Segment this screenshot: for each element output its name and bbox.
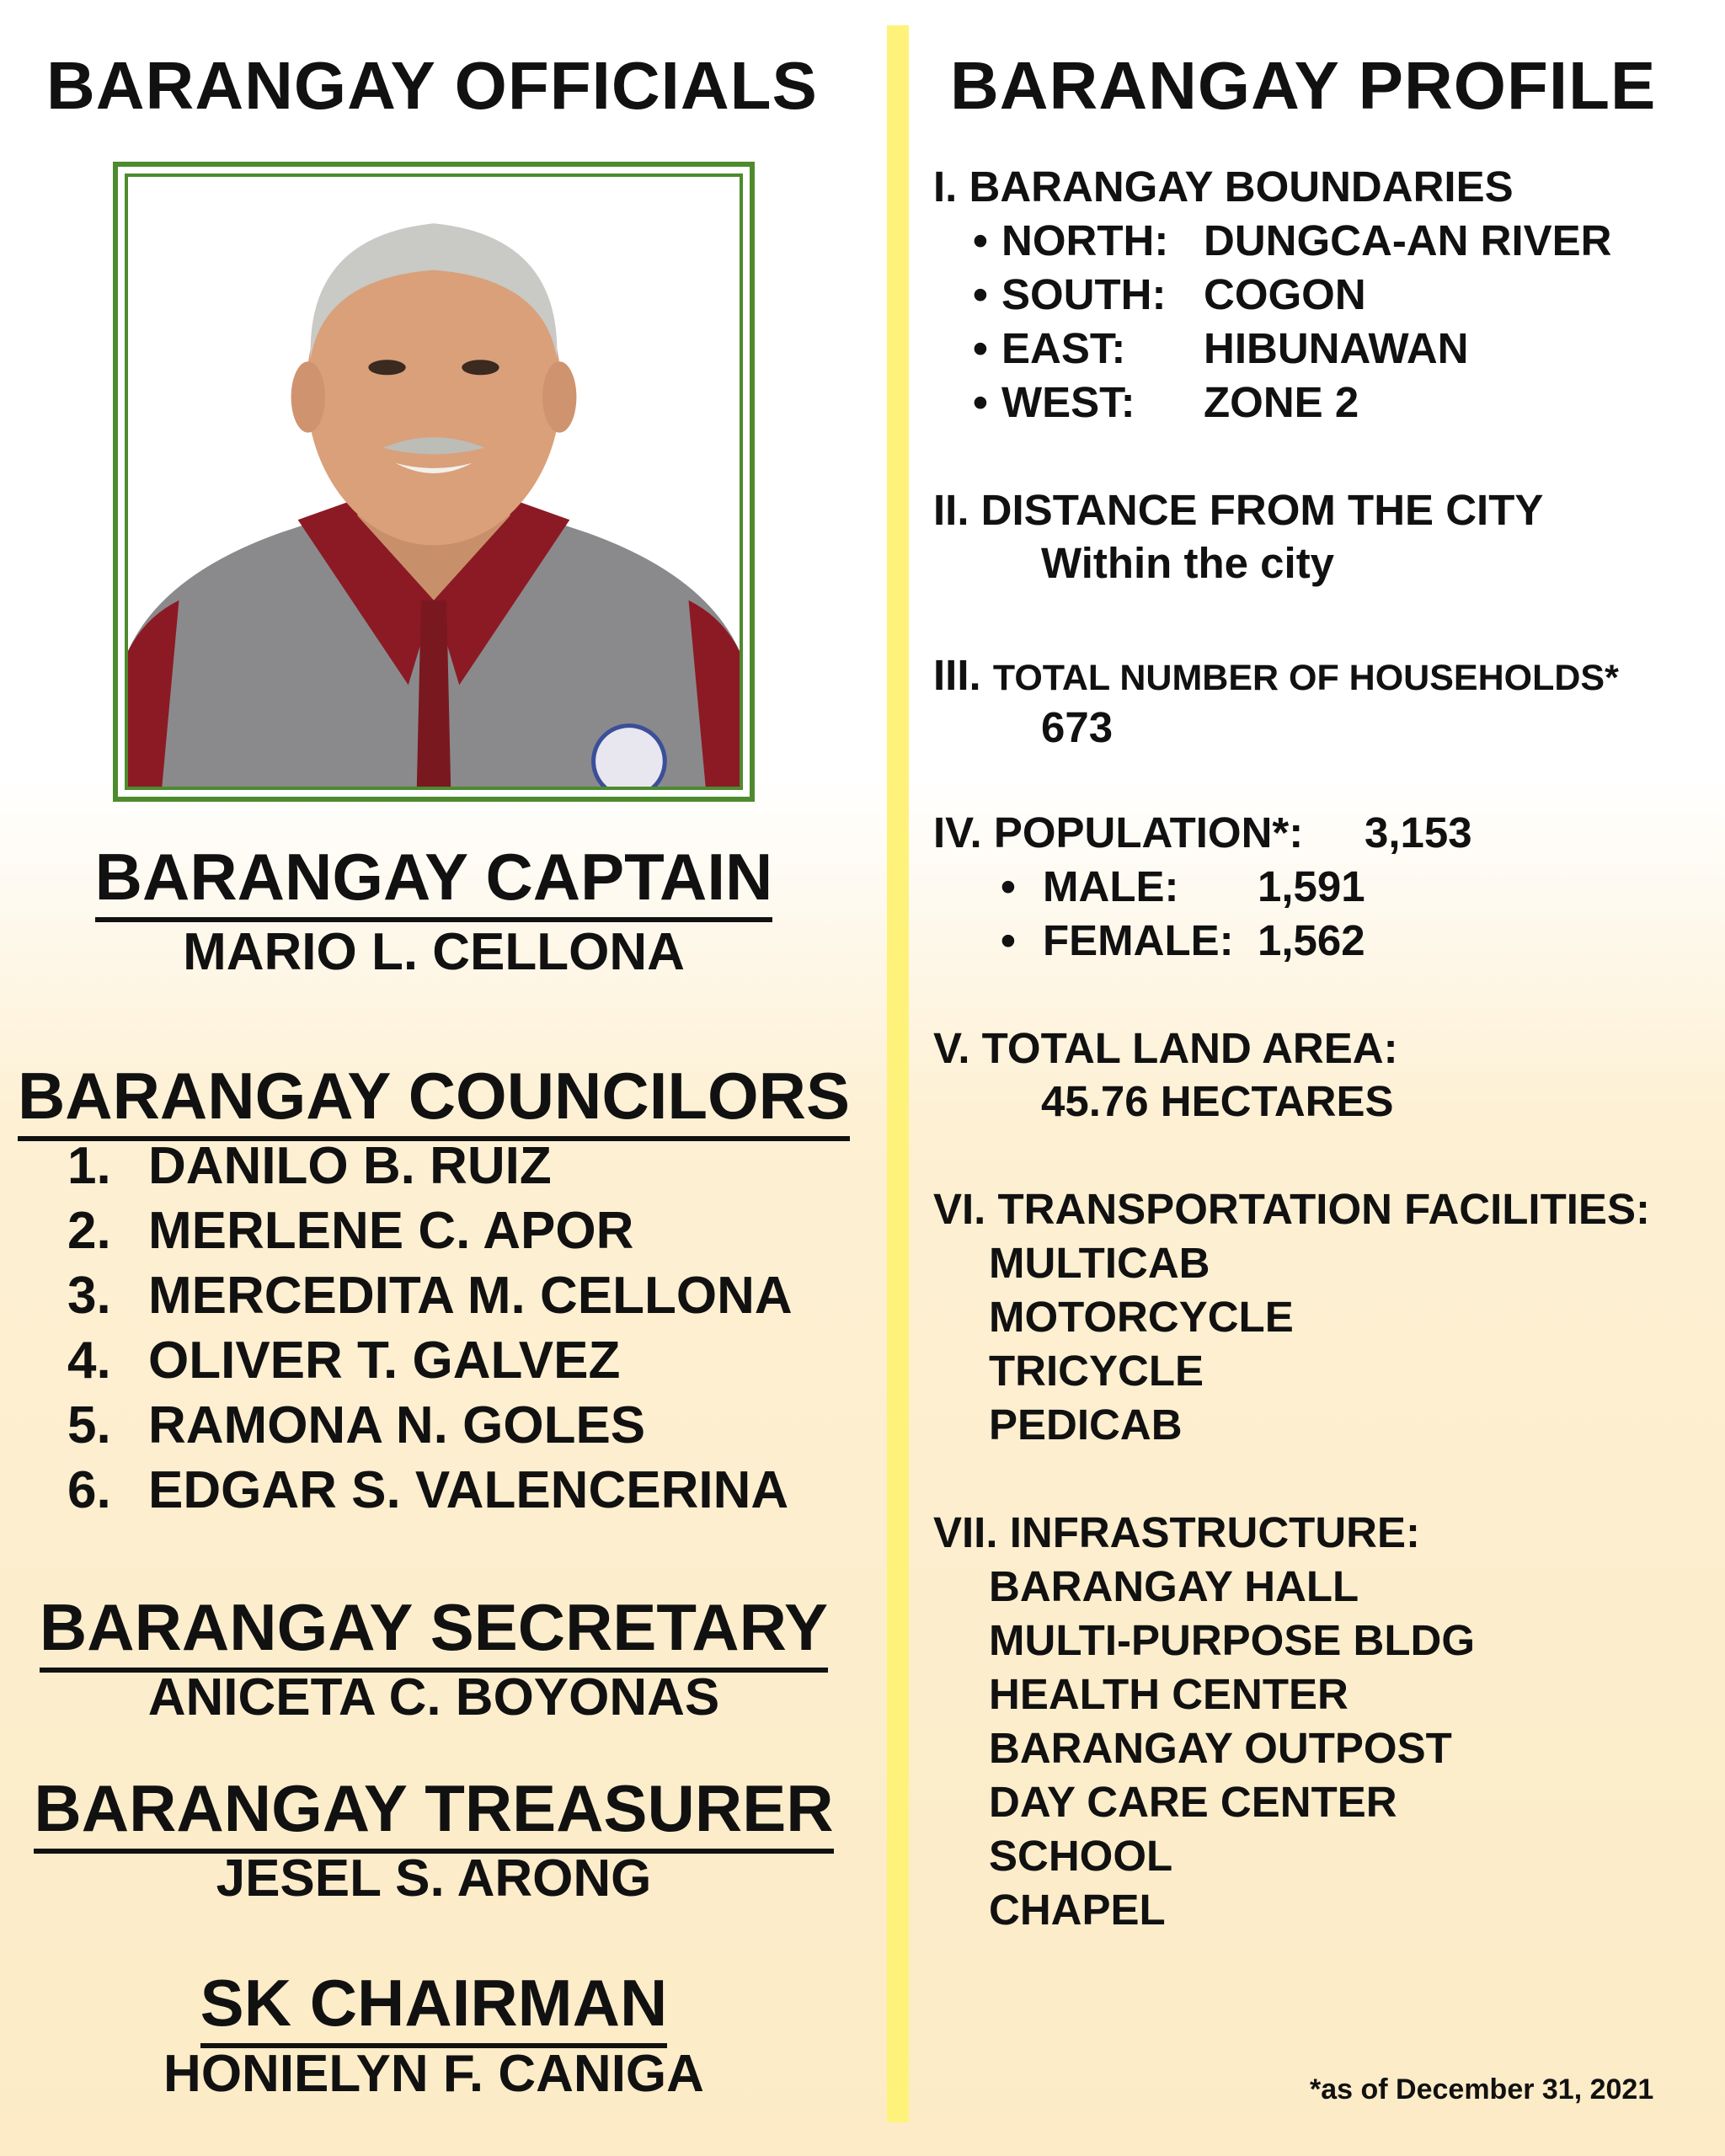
infrastructure-item: CHAPEL — [989, 1886, 1166, 1934]
infrastructure-item: HEALTH CENTER — [989, 1670, 1348, 1718]
households-value: 673 — [1041, 703, 1114, 751]
land-title: V. TOTAL LAND AREA: — [933, 1024, 1398, 1072]
captain-photo-frame — [113, 162, 755, 802]
infrastructure-item: DAY CARE CENTER — [989, 1778, 1397, 1826]
councilor-item: 4. OLIVER T. GALVEZ — [67, 1331, 621, 1390]
councilor-item: 5. RAMONA N. GOLES — [67, 1396, 646, 1454]
infrastructure-item: BARANGAY OUTPOST — [989, 1724, 1452, 1772]
secretary-name: ANICETA C. BOYONAS — [147, 1668, 720, 1726]
officials-heading: BARANGAY OFFICIALS — [46, 48, 818, 123]
councilors-title: BARANGAY COUNCILORS — [0, 1063, 868, 1129]
councilor-item: 3. MERCEDITA M. CELLONA — [67, 1267, 793, 1325]
population-female: • FEMALE: 1,562 — [1001, 916, 1365, 964]
treasurer-name: JESEL S. ARONG — [216, 1849, 652, 1908]
transport-item: MULTICAB — [989, 1239, 1210, 1287]
population-male: • MALE: 1,591 — [1001, 862, 1365, 910]
sk-name: HONIELYN F. CANIGA — [163, 2045, 704, 2103]
population-title: IV. POPULATION*: 3,153 — [933, 808, 1472, 857]
treasurer-title: BARANGAY TREASURER — [0, 1775, 868, 1841]
captain-photo — [125, 173, 743, 790]
captain-title: BARANGAY CAPTAIN — [0, 844, 868, 910]
distance-title: II. DISTANCE FROM THE CITY — [933, 486, 1544, 534]
households-title: III. TOTAL NUMBER OF HOUSEHOLDS* — [933, 651, 1619, 699]
column-divider — [887, 25, 909, 2122]
profile-heading: BARANGAY PROFILE — [950, 48, 1657, 123]
transport-item: PEDICAB — [989, 1401, 1183, 1449]
transport-item: MOTORCYCLE — [989, 1293, 1294, 1341]
footnote: *as of December 31, 2021 — [1310, 2073, 1654, 2105]
boundaries-title: I. BARANGAY BOUNDARIES — [933, 163, 1514, 211]
infrastructure-title: VII. INFRASTRUCTURE: — [933, 1508, 1420, 1556]
councilor-item: 1. DANILO B. RUIZ — [67, 1137, 552, 1195]
sk-title: SK CHAIRMAN — [0, 1970, 868, 2036]
boundary-item: • WEST: ZONE 2 — [973, 378, 1359, 426]
boundary-item: • NORTH: DUNGCA-AN RIVER — [973, 216, 1612, 264]
distance-value: Within the city — [1041, 539, 1335, 587]
infrastructure-item: BARANGAY HALL — [989, 1562, 1359, 1610]
secretary-title: BARANGAY SECRETARY — [0, 1594, 868, 1660]
boundary-item: • EAST: HIBUNAWAN — [973, 324, 1469, 372]
infrastructure-item: MULTI-PURPOSE BLDG — [989, 1616, 1476, 1664]
councilor-item: 6. EDGAR S. VALENCERINA — [67, 1461, 789, 1519]
captain-name: MARIO L. CELLONA — [183, 923, 685, 981]
transport-title: VI. TRANSPORTATION FACILITIES: — [933, 1185, 1650, 1233]
transport-item: TRICYCLE — [989, 1347, 1204, 1395]
boundary-item: • SOUTH: COGON — [973, 270, 1366, 318]
councilor-item: 2. MERLENE C. APOR — [67, 1202, 634, 1260]
infrastructure-item: SCHOOL — [989, 1832, 1173, 1880]
land-value: 45.76 HECTARES — [1041, 1077, 1394, 1125]
